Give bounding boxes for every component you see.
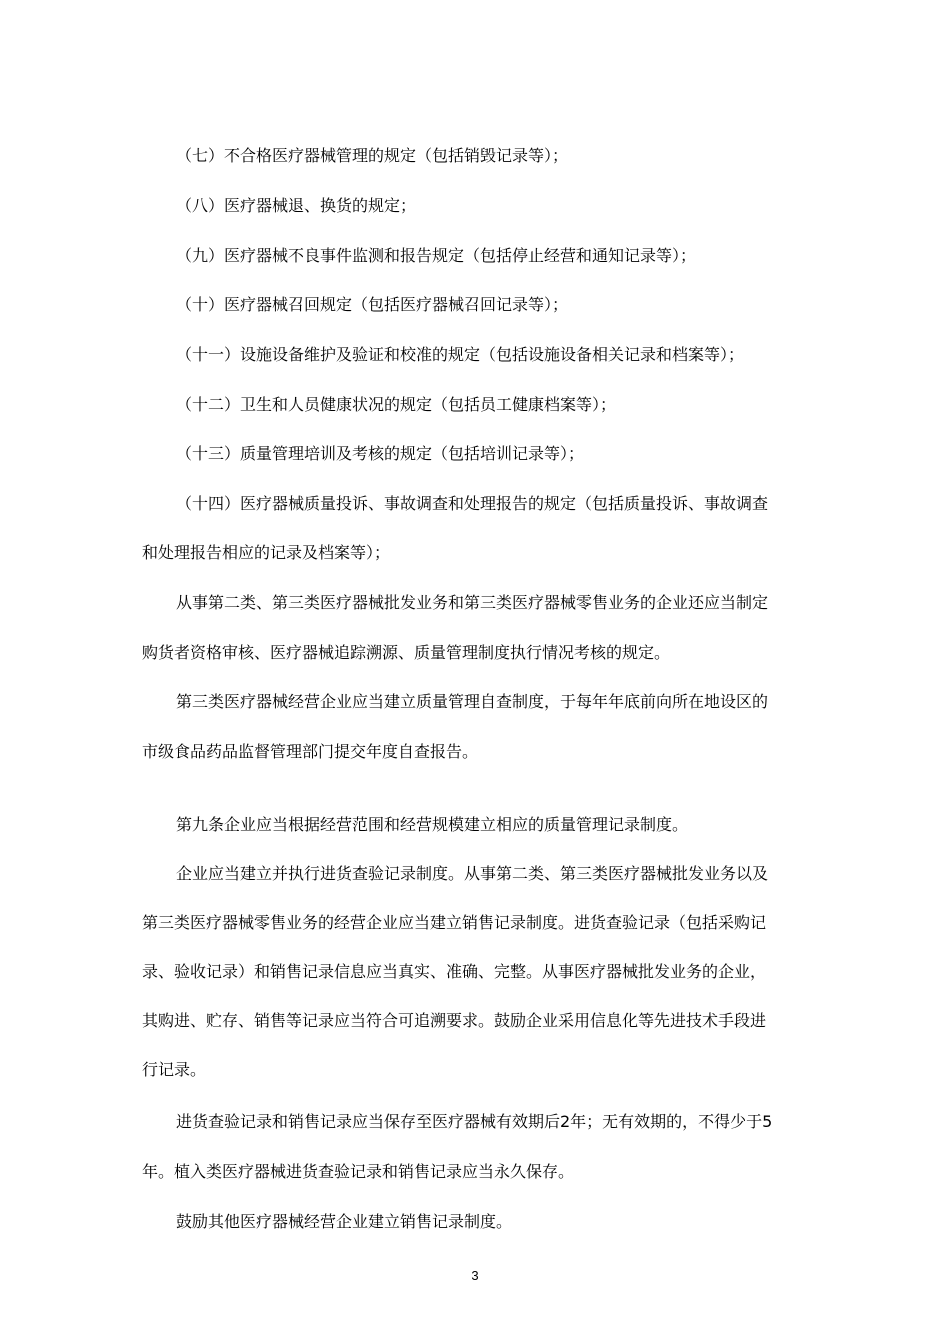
- text-line: （九）医疗器械不良事件监测和报告规定（包括停止经营和通知记录等）；: [176, 246, 697, 265]
- text-line: 进货查验记录和销售记录应当保存至医疗器械有效期后2年；无有效期的，不得少于5: [176, 1112, 773, 1131]
- text-line: 录、验收记录）和销售记录信息应当真实、准确、完整。从事医疗器械批发业务的企业，: [142, 962, 767, 981]
- text-line: （十二）卫生和人员健康状况的规定（包括员工健康档案等）；: [176, 395, 617, 414]
- text-line: 企业应当建立并执行进货查验记录制度。从事第二类、第三类医疗器械批发业务以及: [176, 864, 769, 883]
- text-line: 和处理报告相应的记录及档案等）；: [142, 543, 391, 562]
- text-line: （十三）质量管理培训及考核的规定（包括培训记录等）；: [176, 444, 585, 463]
- text-line: 第九条企业应当根据经营范围和经营规模建立相应的质量管理记录制度。: [176, 815, 689, 834]
- text-line: 第三类医疗器械经营企业应当建立质量管理自查制度，于每年年底前向所在地设区的: [176, 692, 769, 711]
- page-number: 3: [471, 1268, 479, 1283]
- text-line: （八）医疗器械退、换货的规定；: [176, 196, 417, 215]
- text-line: 其购进、贮存、销售等记录应当符合可追溯要求。鼓励企业采用信息化等先进技术手段进: [142, 1011, 767, 1030]
- text-line: （十一）设施设备维护及验证和校准的规定（包括设施设备相关记录和档案等）；: [176, 345, 745, 364]
- text-line: （七）不合格医疗器械管理的规定（包括销毁记录等）；: [176, 146, 569, 165]
- text-line: 年。植入类医疗器械进货查验记录和销售记录应当永久保存。: [142, 1162, 575, 1181]
- text-line: （十四）医疗器械质量投诉、事故调查和处理报告的规定（包括质量投诉、事故调查: [176, 494, 769, 513]
- text-line: 从事第二类、第三类医疗器械批发业务和第三类医疗器械零售业务的企业还应当制定: [176, 593, 769, 612]
- text-line: （十）医疗器械召回规定（包括医疗器械召回记录等）；: [176, 295, 569, 314]
- text-line: 鼓励其他医疗器械经营企业建立销售记录制度。: [176, 1212, 513, 1231]
- text-line: 第三类医疗器械零售业务的经营企业应当建立销售记录制度。进货查验记录（包括采购记: [142, 913, 767, 932]
- text-line: 行记录。: [142, 1060, 207, 1079]
- text-line: 购货者资格审核、医疗器械追踪溯源、质量管理制度执行情况考核的规定。: [142, 643, 671, 662]
- text-line: 市级食品药品监督管理部门提交年度自查报告。: [142, 742, 479, 761]
